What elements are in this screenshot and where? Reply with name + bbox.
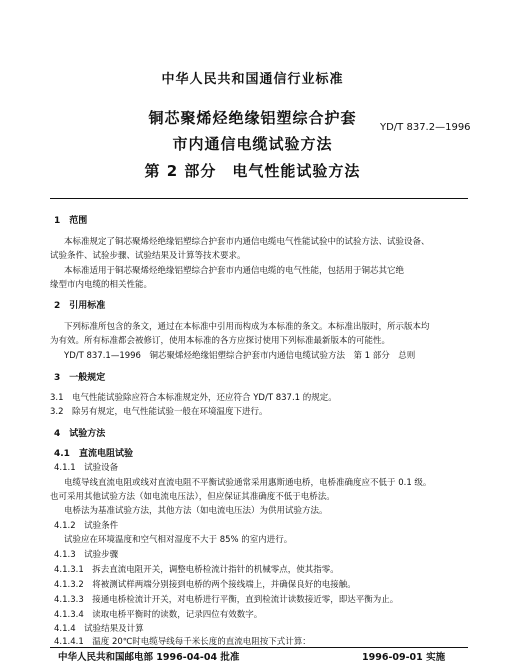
doc-title-line1: 铜芯聚烯烃绝缘铝塑综合护套: [148, 109, 357, 127]
title-divider: [50, 198, 468, 199]
section-heading-1: 1 范围: [54, 216, 88, 226]
org-title: 中华人民共和国通信行业标准: [161, 72, 344, 87]
approval-date: 中华人民共和国邮电部 1996-04-04 批准: [58, 652, 240, 663]
paragraph: 电桥法为基准试验方法，其他方法（如电流电压法）为供用试验方法。: [64, 506, 328, 516]
section-heading-2: 2 引用标准: [54, 301, 106, 311]
clause: 4.1.3.4 读取电桥平衡时的读数，记录四位有效数字。: [54, 610, 263, 620]
paragraph: 本标准适用于铜芯聚烯烃绝缘铝塑综合护套市内通信电缆的电气性能，包括用于铜芯其它绝: [64, 266, 405, 276]
subsection-heading: 4.1 直流电阻试验: [54, 449, 133, 459]
clause: 3.2 除另有规定，电气性能试验一般在环境温度下进行。: [50, 407, 268, 417]
paragraph: 缘型市内电缆的相关性能。: [50, 280, 153, 290]
clause: 4.1.3.3 接通电桥检流计开关，对电桥进行平衡，直到检流计读数接近零，即达平衡为止。: [54, 595, 399, 605]
paragraph: 试验应在环境温度和空气相对湿度不大于 85% 的室内进行。: [64, 535, 293, 545]
paragraph: 试验条件、试验步骤、试验结果及计算等技术要求。: [50, 251, 246, 261]
footer-divider: [50, 647, 468, 648]
paragraph: 为有效。所有标准都会被修订，使用本标准的各方应探讨使用下列标准最新版本的可能性。: [50, 336, 391, 346]
reference-entry: YD/T 837.1—1996 铜芯聚烯烃绝缘铝塑综合护套市内通信电缆试验方法 第 1 部分 总则: [64, 351, 416, 361]
standard-number: YD/T 837.2—1996: [380, 122, 471, 133]
clause: 4.1.4.1 温度 20℃时电缆导线每千米长度的直流电阻按下式计算：: [54, 637, 311, 647]
clause: 3.1 电气性能试验除应符合本标准规定外，还应符合 YD/T 837.1 的规定。: [50, 393, 337, 403]
paragraph: 也可采用其他试验方法（如电流电压法），但应保证其准确度不低于电桥法。: [50, 492, 335, 502]
paragraph: 电缆导线直流电阻或线对直流电阻不平衡试验通常采用惠斯通电桥，电桥准确度应不低于 0.1 级。: [64, 478, 432, 488]
effective-date: 1996-09-01 实施: [362, 652, 446, 663]
doc-title-line3: 第 2 部分 电气性能试验方法: [144, 162, 361, 180]
section-heading-4: 4 试验方法: [54, 429, 106, 439]
doc-title-line2: 市内通信电缆试验方法: [172, 135, 333, 153]
paragraph: 下列标准所包含的条文，通过在本标准中引用而构成为本标准的条文。本标准出版时，所示版本均: [64, 322, 430, 332]
clause: 4.1.3.2 将被测试样两端分别接到电桥的两个接线端上，并确保良好的电接触。: [54, 580, 356, 590]
subsection-heading: 4.1.3 试验步骤: [54, 550, 119, 560]
clause: 4.1.3.1 拆去直流电阻开关，调整电桥检流计指针的机械零点，使其指零。: [54, 565, 339, 575]
subsection-heading: 4.1.1 试验设备: [54, 463, 119, 473]
section-heading-3: 3 一般规定: [54, 373, 106, 383]
subsection-heading: 4.1.2 试验条件: [54, 521, 119, 531]
paragraph: 本标准规定了铜芯聚烯烃绝缘铝塑综合护套市内通信电缆电气性能试验中的试验方法、试验设备、: [64, 237, 430, 247]
subsection-heading: 4.1.4 试验结果及计算: [54, 624, 144, 634]
